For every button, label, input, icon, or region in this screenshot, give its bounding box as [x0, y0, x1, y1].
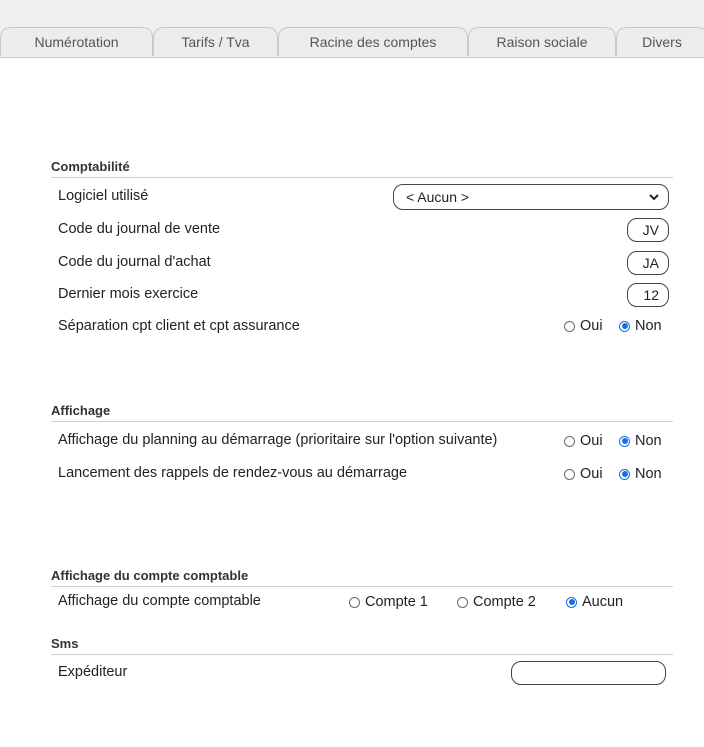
section-title-sms: Sms [51, 636, 673, 655]
journal-achat-input[interactable] [627, 251, 669, 275]
journal-achat-value: JA [642, 255, 659, 271]
dernier-mois-label: Dernier mois exercice [58, 286, 199, 302]
tab-label: Divers [642, 34, 682, 50]
radio-circle [349, 597, 360, 608]
tab-label: Racine des comptes [309, 34, 437, 50]
journal-vente-input[interactable] [627, 218, 669, 242]
radio-circle-checked [619, 321, 630, 332]
radio-circle-checked [619, 436, 630, 447]
radio-circle [564, 436, 575, 447]
tab-label: Raison sociale [496, 34, 588, 50]
compte1-radio[interactable] [349, 594, 428, 610]
rappels-non-radio[interactable] [619, 466, 662, 482]
radio-circle [564, 469, 575, 480]
planning-oui-radio[interactable] [564, 433, 603, 449]
logiciel-select[interactable] [393, 184, 669, 210]
journal-vente-value: JV [642, 222, 659, 238]
expediteur-label: Expéditeur [58, 664, 128, 680]
separation-label: Séparation cpt client et cpt assurance [58, 318, 300, 334]
radio-circle-checked [566, 597, 577, 608]
radio-label: Oui [580, 318, 603, 334]
chevron-down-icon [648, 191, 660, 203]
radio-label: Non [635, 466, 662, 482]
radio-label: Oui [580, 433, 603, 449]
radio-circle [564, 321, 575, 332]
radio-circle-checked [619, 469, 630, 480]
rappels-label: Lancement des rappels de rendez-vous au démarrage [58, 465, 408, 481]
section-title-affichage: Affichage [51, 403, 673, 422]
journal-achat-label: Code du journal d'achat [58, 254, 211, 270]
compte-comptable-label: Affichage du compte comptable [58, 593, 261, 609]
radio-label: Compte 1 [365, 594, 428, 610]
tab-numerotation[interactable] [0, 27, 153, 56]
radio-circle [457, 597, 468, 608]
radio-label: Non [635, 318, 662, 334]
radio-label: Aucun [582, 594, 624, 610]
compte2-radio[interactable] [457, 594, 536, 610]
tab-label: Numérotation [34, 34, 119, 50]
journal-vente-label: Code du journal de vente [58, 221, 221, 237]
logiciel-select-value: < Aucun > [406, 189, 470, 205]
expediteur-input[interactable] [511, 661, 666, 685]
tab-tarifs-tva[interactable] [153, 27, 278, 56]
tab-raison-sociale[interactable] [468, 27, 616, 56]
planning-label: Affichage du planning au démarrage (prioritaire sur l'option suivante) [58, 432, 498, 448]
tab-label: Tarifs / Tva [181, 34, 250, 50]
dernier-mois-input[interactable] [627, 283, 669, 307]
separation-oui-radio[interactable] [564, 318, 603, 334]
tab-bar [0, 0, 704, 58]
tab-divers[interactable] [616, 27, 704, 56]
separation-non-radio[interactable] [619, 318, 662, 334]
rappels-oui-radio[interactable] [564, 466, 603, 482]
radio-label: Oui [580, 466, 603, 482]
logiciel-label: Logiciel utilisé [58, 188, 149, 204]
radio-label: Compte 2 [473, 594, 536, 610]
section-title-comptabilite: Comptabilité [51, 159, 673, 178]
section-title-compte-comptable: Affichage du compte comptable [51, 568, 673, 587]
tab-racine-des-comptes[interactable] [278, 27, 468, 56]
radio-label: Non [635, 433, 662, 449]
dernier-mois-value: 12 [643, 287, 659, 303]
planning-non-radio[interactable] [619, 433, 662, 449]
aucun-radio[interactable] [566, 594, 623, 610]
